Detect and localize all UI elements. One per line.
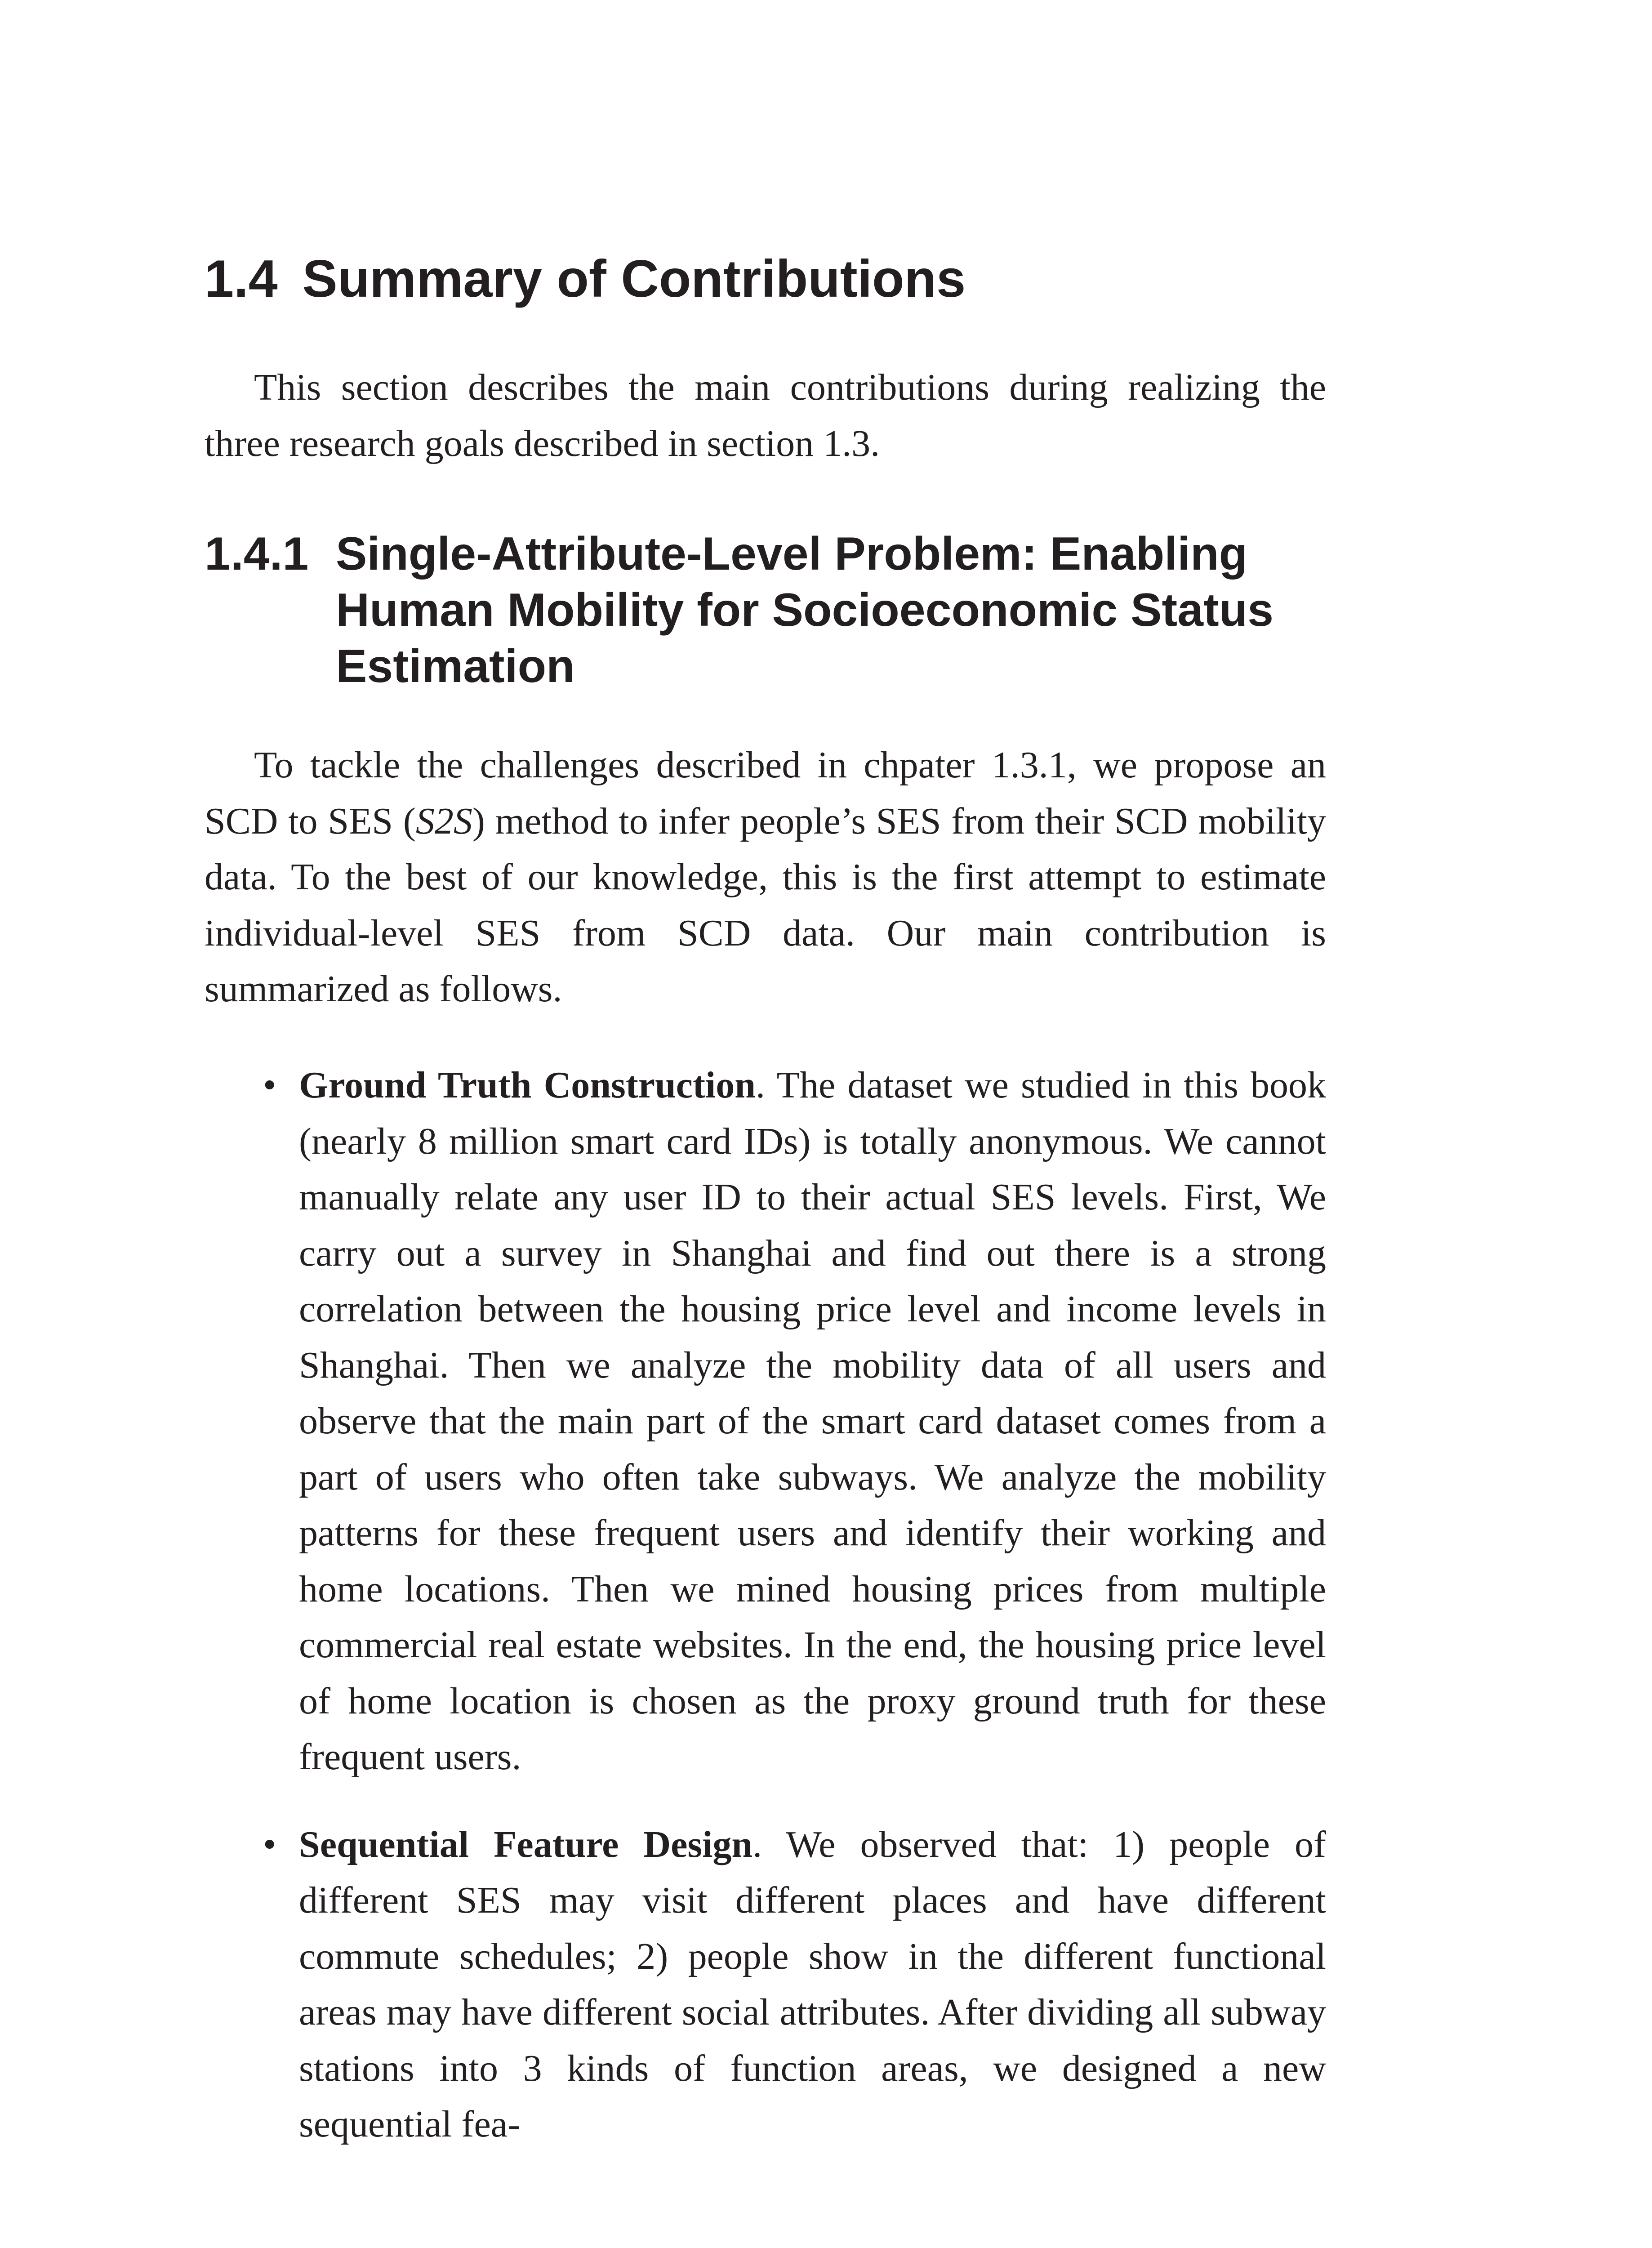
subsection-number: 1.4.1: [205, 528, 309, 580]
paragraph-text-before: To tackle the challenges described in chpater 1.3.1, we propose an SCD to SES (: [205, 744, 1326, 842]
list-item: [205, 1817, 1326, 2153]
list-item-text: . The dataset we studied in this book (nearly 8 million smart card IDs) is totally anonymous. We cannot manually relate any user ID to their actual SES levels. First, We carry out a survey in Shanghai and find out there is a strong correlation between the housing price level and income levels in Shanghai. Then we analyze the mobility data of all users and observe that the main part of the smart card dataset comes from a part of users who often take subways. We analyze the mobility patterns for these frequent users and identify their working and home locations. Then we mined housing prices from multiple commercial real estate websites. In the end, the housing price level of home location is chosen as the proxy ground truth for these frequent users.: [299, 1064, 1326, 1778]
section-number: 1.4: [205, 249, 278, 308]
section-title: Summary of Contributions: [302, 249, 966, 308]
section-heading: [205, 245, 966, 312]
subsection-heading: [205, 526, 1355, 695]
list-item: [205, 1057, 1326, 1785]
contribution-list: [205, 1057, 1326, 2184]
list-item-text: . We observed that: 1) people of different SES may visit different places and have different commute schedules; 2) people show in the different functional areas may have different social attributes. After dividing all subway stations into 3 kinds of function areas, we designed a new sequential fea-: [299, 1823, 1326, 2145]
list-item-lead: Sequential Feature Design: [299, 1823, 753, 1865]
subsection-title: Single-Attribute-Level Problem: Enabling Human Mobility for Socioeconomic Status Estimation: [336, 528, 1274, 692]
intro-paragraph: This section describes the main contributions during realizing the three research goals described in section 1.3.: [205, 366, 1326, 464]
list-item-lead: Ground Truth Construction: [299, 1064, 756, 1106]
body-paragraph: [205, 737, 1326, 1017]
bullet-icon: •: [263, 1823, 276, 1865]
bullet-icon: •: [263, 1064, 276, 1106]
method-name: S2S: [415, 800, 472, 842]
paragraph-text-after: ) method to infer people’s SES from their SCD mobility data. To the best of our knowledge, this is the first attempt to estimate individual-level SES from SCD data. Our main contribution is summarized as follows.: [205, 800, 1326, 1010]
